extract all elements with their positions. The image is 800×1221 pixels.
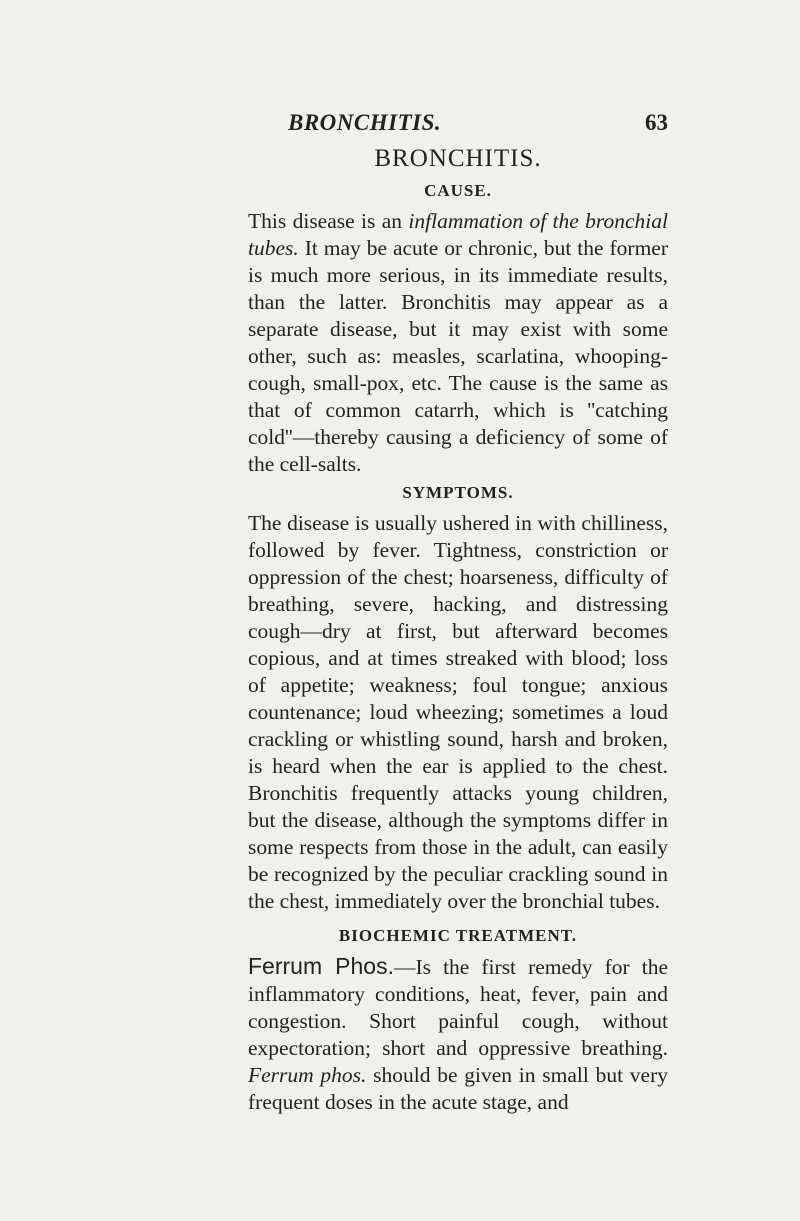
cause-italic: inflammation of the bronchial tubes. [248, 209, 668, 260]
running-title: BRONCHITIS. [288, 110, 442, 135]
remedy-name: Ferrum Phos. [248, 953, 394, 979]
cause-paragraph [248, 208, 668, 478]
main-title: BRONCHITIS. [374, 145, 542, 172]
treatment-italic: Ferrum phos. [248, 1063, 367, 1087]
page-number: 63 [645, 110, 668, 135]
treatment-heading: BIOCHEMIC TREATMENT. [338, 926, 578, 945]
treatment-text-a: —Is the first remedy for the inflammatory conditions, heat, fever, pain and congestion. Short painful cough, without expectoration; short and oppressive breathing. [248, 955, 668, 1060]
cause-heading: CAUSE. [424, 181, 492, 200]
symptoms-heading: SYMPTOMS. [402, 483, 514, 502]
symptoms-paragraph: The disease is usually ushered in with chilliness, followed by fever. Tightness, constriction or oppression of the chest; hoarseness, difficulty of breathing, severe, hacking, and distressing cough—dry at first, but afterward becomes copious, and at times streaked with blood; loss of appetite; weakness; foul tongue; anxious countenance; loud wheezing; sometimes a loud crackling or whistling sound, harsh and broken, is heard when the ear is applied to the chest. Bronchitis frequently attacks young children, but the disease, although the symptoms differ in some respects from those in the adult, can easily be recognized by the peculiar crackling sound in the chest, immediately over the bronchial tubes. [248, 511, 668, 913]
treatment-paragraph [248, 953, 668, 1116]
body-text [248, 142, 668, 1116]
running-head [248, 108, 668, 138]
cause-rest: It may be acute or chronic, but the former is much more serious, in its immediate results, than the latter. Bronchitis may appear as a separate disease, but it may exist with some other, such as: measles, scarlatina, whooping-cough, small-pox, etc. The cause is the same as that of common catarrh, which is ''catching cold''—thereby causing a deficiency of some of the cell-salts. [248, 236, 668, 476]
treatment-text-b: should be given in small but very frequent doses in the acute stage, and [248, 1063, 668, 1114]
cause-intro: This disease is an [248, 209, 409, 233]
